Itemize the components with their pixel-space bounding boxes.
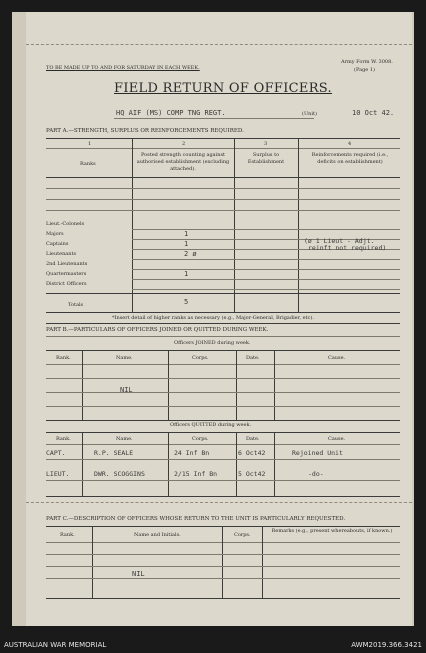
part-a-col-divider-2 <box>234 138 235 313</box>
part-a-col-divider-1 <box>132 138 133 313</box>
col-number-2: 2 <box>182 141 186 147</box>
row-rule <box>46 566 400 567</box>
part-a-footnote: *Insert detail of higher ranks as necessary (e.g., Major-General, Brigadier, etc). <box>112 315 314 321</box>
row-rule <box>46 578 400 579</box>
quitted-row-rank: LIEUT. <box>46 470 70 478</box>
footer-institution: AUSTRALIAN WAR MEMORIAL <box>4 641 107 649</box>
col-header-reinforcements: Reinforcements required (i.e., deficits on establishment) <box>311 152 389 165</box>
row-rule <box>46 480 400 481</box>
unit-label: (Unit) <box>302 111 317 117</box>
part-a-bottom-rule <box>46 312 400 313</box>
footer-accession-number: AWM2019.366.3421 <box>351 641 422 649</box>
joined-col-rank: Rank. <box>56 355 71 361</box>
quitted-row-name: DWR. SCOGGINS <box>94 470 145 478</box>
quitted-col-divider <box>82 432 83 496</box>
joined-col-divider <box>274 350 275 420</box>
reinforcements-note-line2: reinft not required) <box>308 244 387 252</box>
part-c-top-rule <box>46 526 400 527</box>
joined-col-divider <box>168 350 169 420</box>
part-b-heading-rule <box>46 336 400 337</box>
row-rule <box>132 269 400 270</box>
row-rule <box>46 554 400 555</box>
instruction-text: TO BE MADE UP TO AND FOR SATURDAY IN EACH WEEK. <box>46 65 200 71</box>
rank-label: Lieut.-Colonels <box>46 221 85 227</box>
quitted-row-date: 6 Oct42 <box>238 449 266 457</box>
part-c-header-rule <box>46 542 400 543</box>
joined-col-cause: Cause. <box>328 355 346 361</box>
strength-value: 2 ø <box>184 250 197 258</box>
archive-footer <box>0 638 426 653</box>
part-c-col-name: Name and Initials. <box>134 532 181 538</box>
joined-header-rule <box>46 364 400 365</box>
joined-col-name: Name. <box>116 355 133 361</box>
unit-name: HQ AIF (MS) COMP TNG REGT. <box>116 109 226 117</box>
row-rule <box>46 406 400 407</box>
row-rule <box>132 289 400 290</box>
part-a-col-divider-3 <box>298 138 299 313</box>
joined-header-top-rule <box>46 350 400 351</box>
quitted-row-corps: 2/15 Inf Bn <box>174 470 218 478</box>
part-c-col-corps: Corps. <box>234 532 251 538</box>
quitted-col-divider <box>274 432 275 496</box>
quitted-col-rank: Rank. <box>56 436 71 442</box>
quitted-row-date: 5 Oct42 <box>238 470 266 478</box>
quitted-col-corps: Corps. <box>192 436 209 442</box>
quitted-row-rank: CAPT. <box>46 449 66 457</box>
col-header-surplus: Surplus to Establishment <box>247 152 285 165</box>
strength-value: 1 <box>184 270 189 278</box>
row-rule <box>46 188 400 189</box>
row-rule <box>46 459 400 460</box>
reinforcements-note-line1: (ø 1 Lieut - Adjt. <box>304 237 375 245</box>
quitted-col-date: Date. <box>246 436 260 442</box>
part-b-top-rule <box>46 323 400 324</box>
row-rule <box>132 279 400 280</box>
quitted-row-cause: -do- <box>308 470 324 478</box>
totals-value: 5 <box>184 298 189 306</box>
row-rule <box>132 259 400 260</box>
row-rule <box>46 392 400 393</box>
col-header-ranks: Ranks <box>80 161 96 167</box>
col-number-1: 1 <box>88 141 92 147</box>
joined-col-divider <box>82 350 83 420</box>
return-date: 10 Oct 42. <box>352 109 395 117</box>
part-a-top-rule <box>46 138 400 139</box>
joined-heading: Officers JOINED during week. <box>174 340 251 346</box>
part-a-number-rule <box>46 148 400 149</box>
form-sheet <box>26 12 412 626</box>
rank-label: District Officers <box>46 281 87 287</box>
part-c-heading: PART C.—DESCRIPTION OF OFFICERS WHOSE RETURN TO THE UNIT IS PARTICULARLY REQUESTED. <box>46 516 346 522</box>
form-number: Army Form W. 3008. <box>341 59 393 65</box>
strength-value: 1 <box>184 230 189 238</box>
quitted-row-name: R.P. SEALE <box>94 449 134 457</box>
quitted-row-corps: 24 Inf Bn <box>174 449 210 457</box>
quitted-col-divider <box>168 432 169 496</box>
part-c-col-divider <box>92 526 93 598</box>
strength-value: 1 <box>184 240 189 248</box>
rank-label: Captains <box>46 241 69 247</box>
quitted-header-top-rule <box>46 432 400 433</box>
part-c-col-remarks: Remarks (e.g., present whereabouts, if known.) <box>271 528 393 534</box>
unit-underline <box>114 118 314 119</box>
part-b-heading: PART B.—PARTICULARS OF OFFICERS JOINED OR QUITTED DURING WEEK. <box>46 327 269 333</box>
rank-label: 2nd Lieutenants <box>46 261 88 267</box>
part-b-bottom-rule <box>46 496 400 497</box>
form-title: FIELD RETURN OF OFFICERS. <box>114 81 332 96</box>
quitted-row-cause: Rejoined Unit <box>292 449 343 457</box>
col-number-3: 3 <box>264 141 268 147</box>
part-c-col-divider <box>222 526 223 598</box>
quitted-heading: Officers QUITTED during week. <box>170 422 252 428</box>
page-number: (Page 1) <box>354 67 375 73</box>
row-rule <box>132 229 400 230</box>
quitted-header-rule <box>46 444 400 445</box>
totals-label: Totals <box>68 302 84 308</box>
part-c-bottom-rule <box>46 598 400 599</box>
part-c-col-divider <box>262 526 263 598</box>
joined-bottom-rule <box>46 420 400 421</box>
part-c-nil-entry: NIL <box>132 570 145 578</box>
row-rule <box>46 210 400 211</box>
quitted-col-divider <box>236 432 237 496</box>
part-c-col-rank: Rank. <box>60 532 75 538</box>
row-rule <box>46 378 400 379</box>
fold-line <box>26 502 412 503</box>
joined-col-date: Date. <box>246 355 260 361</box>
rank-label: Majors <box>46 231 64 237</box>
rank-label: Quartermasters <box>46 271 87 277</box>
fold-line <box>26 44 412 45</box>
quitted-col-cause: Cause. <box>328 436 346 442</box>
col-number-4: 4 <box>348 141 352 147</box>
joined-nil-entry: NIL <box>120 386 133 394</box>
part-a-heading: PART A.—STRENGTH, SURPLUS OR REINFORCEMENTS REQUIRED. <box>46 128 244 134</box>
totals-top-rule <box>46 293 400 294</box>
quitted-col-name: Name. <box>116 436 133 442</box>
row-rule <box>46 199 400 200</box>
part-a-header-rule <box>46 177 400 178</box>
col-header-strength: Posted strength counting against authorised establishment (excluding attached). <box>136 152 230 172</box>
document-page <box>12 12 414 626</box>
rank-label: Lieutenants <box>46 251 77 257</box>
joined-col-corps: Corps. <box>192 355 209 361</box>
joined-col-divider <box>236 350 237 420</box>
